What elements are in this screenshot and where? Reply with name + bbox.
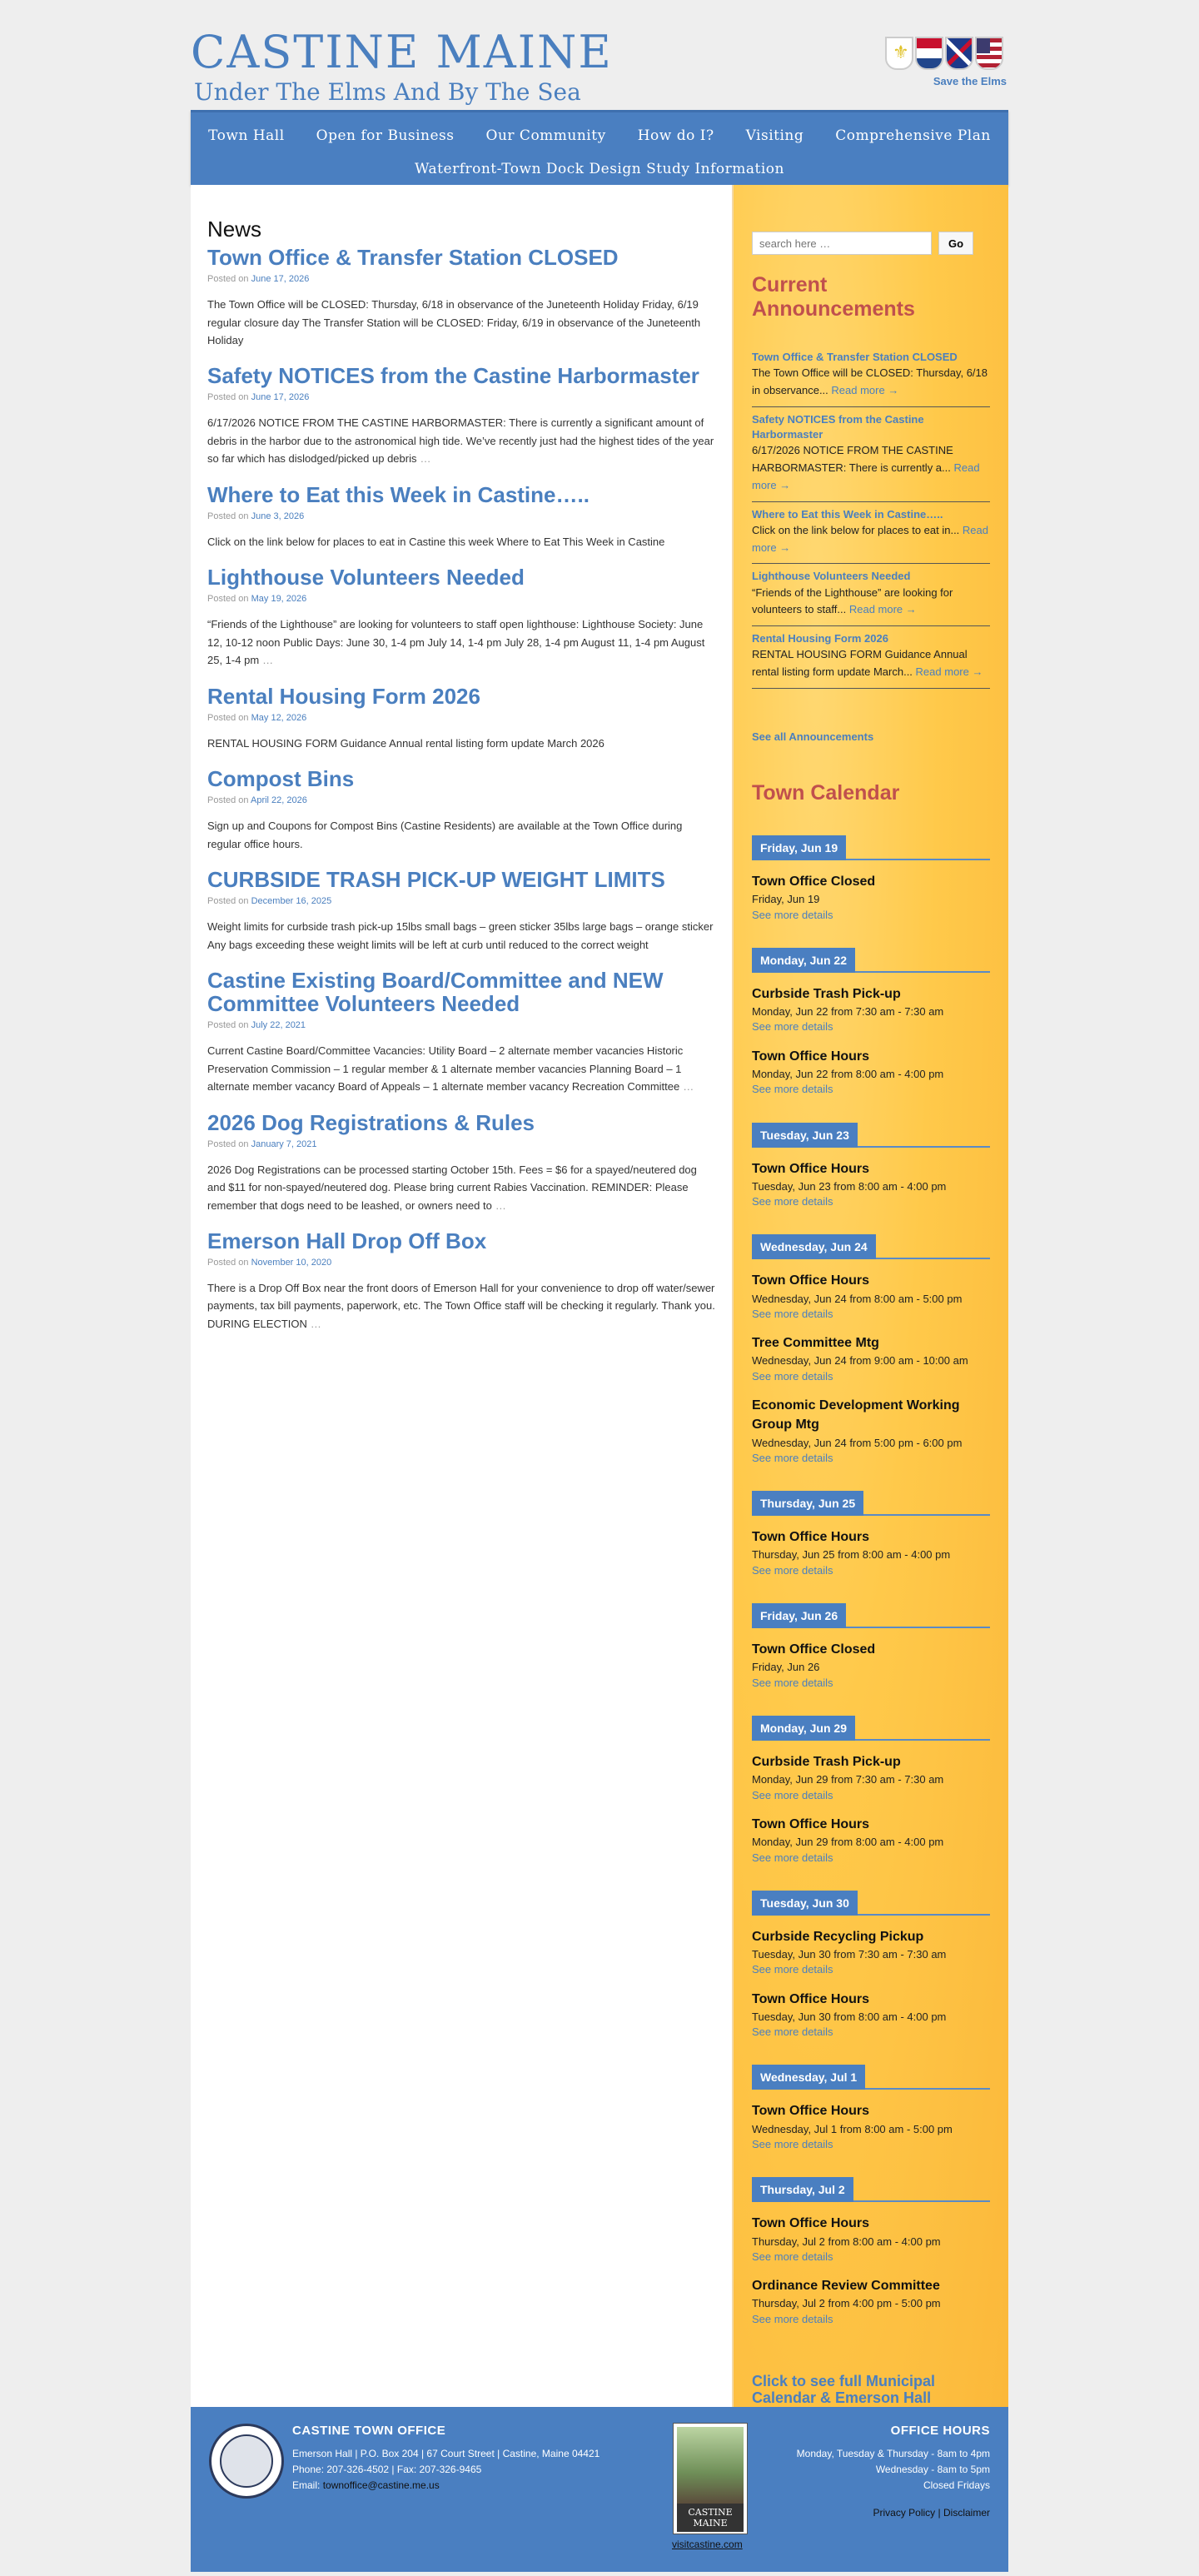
footer-hours-title: OFFICE HOURS [890,2424,990,2438]
announcement-item [752,502,990,565]
see-all-announcements-link[interactable]: See all Announcements [752,730,874,743]
site-title[interactable]: CASTINE MAINE [191,26,613,78]
flags [885,37,1003,70]
site-header [191,0,1008,110]
event-time: Tuesday, Jun 30 from 7:30 am - 7:30 am [752,1947,947,1961]
search-form [752,232,990,255]
post-title-link[interactable]: 2026 Dog Registrations & Rules [207,1109,535,1135]
news-heading: News [207,217,262,242]
nav-town-hall[interactable]: Town Hall [208,127,285,144]
post-excerpt [207,918,715,954]
see-more-details-link[interactable]: See more details [752,2025,833,2039]
town-seal-icon [209,2424,284,2499]
post-excerpt [207,615,715,669]
fleur-de-lis-flag-icon [885,37,913,70]
sidebar [732,185,1008,2407]
event-title: Town Office Closed [752,1642,876,1657]
footer-links [873,2507,990,2519]
event-title: Town Office Hours [752,1530,870,1545]
posted-on-label: Posted on [207,795,249,806]
announcement-item [752,626,990,689]
nav-our-community[interactable]: Our Community [485,127,606,144]
calendar-day-bar [752,1891,990,1916]
news-post [207,566,715,669]
calendar-event [752,1815,990,1866]
see-more-details-link[interactable]: See more details [752,2138,833,2151]
event-title: Town Office Hours [752,1273,870,1288]
post-meta [207,392,715,402]
post-excerpt [207,296,715,349]
privacy-policy-link[interactable]: Privacy Policy [873,2507,936,2519]
post-meta [207,1258,715,1268]
calendar-day-label: Thursday, Jul 2 [752,2177,853,2202]
calendar-heading: Town Calendar [752,780,900,805]
main-nav [191,110,1008,185]
calendar-event [752,2276,990,2327]
calendar-event [752,1752,990,1803]
see-more-details-link[interactable]: See more details [752,908,833,921]
posted-on-label: Posted on [207,1139,249,1149]
post-meta [207,1139,715,1149]
announcement-item [752,345,990,407]
post-more-link[interactable]: … [310,1317,321,1330]
calendar-day [752,1603,990,1691]
post-excerpt-text: “Friends of the Lighthouse” are looking for volunteers to staff open lighthouse: Lighthouse Society: June 12, 10-12 noon Public Days: June 30, 1-4 pm July 14, 1-4 pm July 28, 1-4 pm August 11, 1-4 pm August 25, 1-4 pm [207,618,705,667]
post-date-link[interactable]: May 12, 2026 [251,712,307,723]
post-more-link[interactable]: … [420,452,431,466]
event-time: Monday, Jun 29 from 7:30 am - 7:30 am [752,1773,944,1786]
see-more-details-link[interactable]: See more details [752,1195,833,1208]
calendar-day-label: Friday, Jun 19 [752,835,846,860]
announcement-text [752,442,990,494]
event-title: Town Office Hours [752,1991,870,2006]
calendar-day-bar [752,1491,990,1516]
post-excerpt [207,1279,715,1333]
full-calendar-link[interactable]: Click to see full Municipal Calendar & Emerson Hall [752,2373,936,2406]
calendar-event [752,1159,990,1210]
news-post [207,364,715,467]
posted-on-label: Posted on [207,712,249,723]
nav-visiting[interactable]: Visiting [745,127,804,144]
calendar-day-bar [752,2065,990,2090]
nav-waterfront-study[interactable]: Waterfront-Town Dock Design Study Information [415,161,784,177]
announcement-excerpt: 6/17/2026 NOTICE FROM THE CASTINE HARBORMASTER: There is currently a... [752,444,953,474]
calendar-day-label: Monday, Jun 22 [752,948,855,973]
post-excerpt-text: Click on the link below for places to eat in Castine this week Where to Eat This Week in Castine [207,535,665,548]
footer-email-line [292,2478,600,2494]
site-tagline: Under The Elms And By The Sea [194,78,581,106]
event-title: Tree Committee Mtg [752,1336,879,1351]
footer-phone: Phone: 207-326-4502 | Fax: 207-326-9465 [292,2464,482,2476]
british-flag-icon [945,37,973,70]
event-time: Thursday, Jul 2 from 8:00 am - 4:00 pm [752,2235,941,2248]
footer-email-link[interactable]: townoffice@castine.me.us [322,2479,440,2492]
see-more-details-link[interactable]: See more details [752,1020,833,1034]
announcement-text [752,522,990,557]
announcement-list [752,345,990,689]
announcement-excerpt: RENTAL HOUSING FORM Guidance Annual rental listing form update March... [752,648,968,679]
calendar-event [752,1047,990,1098]
footer-separator: | [938,2507,941,2519]
post-more-link[interactable]: … [495,1198,506,1212]
calendar-day-label: Monday, Jun 29 [752,1716,855,1741]
see-more-details-link[interactable]: See more details [752,1563,833,1577]
calendar-event [752,2214,990,2265]
post-date-link[interactable]: June 3, 2026 [251,511,305,521]
news-column [191,185,732,2407]
post-meta [207,594,715,604]
event-time: Monday, Jun 29 from 8:00 am - 4:00 pm [752,1836,944,1849]
calendar-event [752,1271,990,1322]
announcement-title-link[interactable]: Rental Housing Form 2026 [752,632,888,645]
event-title: Curbside Trash Pick-up [752,1754,901,1769]
announcement-title-link[interactable]: Lighthouse Volunteers Needed [752,570,911,583]
announcement-excerpt: “Friends of the Lighthouse” are looking for volunteers to staff... [752,585,953,616]
calendar-day [752,1891,990,2040]
footer-hours-line: Closed Fridays [923,2479,990,2492]
post-title-link[interactable]: CURBSIDE TRASH PICK-UP WEIGHT LIMITS [207,867,665,893]
post-date-link[interactable]: November 10, 2020 [251,1258,332,1268]
calendar-day-bar [752,1123,990,1148]
post-excerpt-text: Weight limits for curbside trash pick-up 15lbs small bags – green sticker 35lbs large bags – orange sticker Any bags exceeding these weight limits will be left at curb until reduced to the correct weight [207,920,714,951]
search-button[interactable]: Go [938,232,973,255]
footer-hours-line: Wednesday - 8am to 5pm [875,2464,990,2476]
calendar-day-label: Tuesday, Jun 23 [752,1123,858,1148]
announcement-text [752,365,990,400]
post-meta [207,795,715,805]
announcement-title-link[interactable]: Town Office & Transfer Station CLOSED [752,351,958,363]
see-more-details-link[interactable]: See more details [752,1963,833,1976]
calendar-day [752,2065,990,2152]
event-title: Curbside Recycling Pickup [752,1929,924,1944]
posted-on-label: Posted on [207,594,249,605]
read-more-link[interactable]: Read more → [752,523,988,554]
post-excerpt [207,735,715,752]
site-footer [191,2407,1008,2572]
posted-on-label: Posted on [207,392,249,403]
disclaimer-link[interactable]: Disclaimer [943,2507,990,2519]
calendar-event [752,872,990,923]
footer-hours-line: Monday, Tuesday & Thursday - 8am to 4pm [796,2448,990,2459]
calendar-day [752,948,990,1098]
calendar-event [752,2101,990,2152]
see-more-details-link[interactable]: See more details [752,1308,833,1321]
see-more-details-link[interactable]: See more details [752,1851,833,1864]
post-title-link[interactable]: Rental Housing Form 2026 [207,683,480,709]
announcement-item [752,407,990,502]
post-excerpt [207,1161,715,1214]
post-meta [207,274,715,284]
announcement-excerpt: The Town Office will be CLOSED: Thursday, 6/18 in observance... [752,366,988,396]
post-title-link[interactable]: Castine Existing Board/Committee and NEW Committee Volunteers Needed [207,968,664,1017]
event-title: Town Office Hours [752,1049,870,1064]
posted-on-label: Posted on [207,511,249,521]
post-date-link[interactable]: July 22, 2021 [251,1020,306,1031]
nav-comprehensive-plan[interactable]: Comprehensive Plan [835,127,991,144]
calendar-day [752,2177,990,2327]
calendar-day-bar [752,2177,990,2202]
post-title-link[interactable]: Safety NOTICES from the Castine Harbormaster [207,363,699,389]
calendar-day-label: Wednesday, Jul 1 [752,2065,865,2090]
calendar-event [752,1333,990,1384]
post-date-link[interactable]: June 17, 2026 [251,392,310,403]
see-more-details-link[interactable]: See more details [752,2250,833,2264]
save-the-elms-link[interactable]: Save the Elms [933,75,1007,87]
see-more-details-link[interactable]: See more details [752,1452,833,1465]
nav-row-primary [191,119,1008,152]
castine-tree-image [677,2427,744,2504]
news-post [207,1229,715,1333]
calendar-day [752,1234,990,1466]
calendar-day-label: Wednesday, Jun 24 [752,1234,876,1259]
news-post [207,1111,715,1214]
content-area [191,185,1008,2407]
us-flag-icon [975,37,1003,70]
post-meta [207,1020,715,1030]
footer-office-title: CASTINE TOWN OFFICE [292,2424,446,2438]
calendar-event [752,1927,990,1978]
event-title: Curbside Trash Pick-up [752,986,901,1001]
calendar-day [752,1716,990,1866]
posted-on-label: Posted on [207,896,249,907]
nav-open-for-business[interactable]: Open for Business [316,127,455,144]
calendar-day-bar [752,1716,990,1741]
visit-castine-logo[interactable] [674,2424,747,2534]
calendar-day-bar [752,1603,990,1628]
news-post [207,483,715,551]
calendar-day-bar [752,1234,990,1259]
calendar-day [752,1491,990,1578]
post-excerpt [207,1042,715,1095]
post-excerpt-text: The Town Office will be CLOSED: Thursday, 6/18 in observance of the Juneteenth Holiday Friday, 6/19 regular closure day The Transfer Station will be CLOSED: Friday, 6/19 in observance of the Juneteenth Holiday [207,298,701,346]
announcement-excerpt: Click on the link below for places to eat in... [752,523,960,536]
event-time: Monday, Jun 22 from 8:00 am - 4:00 pm [752,1067,944,1080]
post-title-link[interactable]: Town Office & Transfer Station CLOSED [207,245,619,270]
post-title-link[interactable]: Emerson Hall Drop Off Box [207,1228,487,1253]
read-more-link[interactable]: Read more → [848,603,917,616]
post-excerpt-text: Current Castine Board/Committee Vacancies: Utility Board – 2 alternate member vacancies Historic Preservation Commission – 1 regular member & 1 alternate member vacancies Planning Board – 1 alternate member vacancy Board of Appeals – 1 alternate member vacancy Recreation Committee [207,1044,684,1094]
search-input[interactable] [752,232,932,255]
event-title: Town Office Hours [752,1816,870,1831]
calendar-day-bar [752,835,990,860]
post-meta [207,511,715,521]
post-excerpt-text: Sign up and Coupons for Compost Bins (Castine Residents) are available at the Town Office during regular office hours. [207,820,683,850]
post-date-link[interactable]: January 7, 2021 [251,1139,317,1149]
post-more-link[interactable]: … [683,1080,694,1094]
event-time: Wednesday, Jun 24 from 5:00 pm - 6:00 pm [752,1436,963,1449]
post-excerpt [207,414,715,467]
calendar-event [752,1396,990,1466]
event-title: Town Office Closed [752,874,876,889]
event-time: Friday, Jun 26 [752,1661,820,1674]
event-time: Tuesday, Jun 23 from 8:00 am - 4:00 pm [752,1179,947,1193]
footer-email-label: Email: [292,2479,321,2492]
post-excerpt [207,817,715,853]
post-excerpt-text: 2026 Dog Registrations can be processed starting October 15th. Fees = $6 for a spayed/neutered dog and $11 for non-spayed/neutered dog. Please bring current Rabies Vaccination. REMINDER: Please remember that dogs need to be leashed, or owners need to [207,1163,697,1212]
post-more-link[interactable]: … [262,654,274,667]
post-date-link[interactable]: April 22, 2026 [251,795,307,806]
dutch-flag-icon [915,37,943,70]
see-more-details-link[interactable]: See more details [752,1788,833,1801]
announcement-text [752,585,990,620]
post-meta [207,896,715,906]
event-title: Town Office Hours [752,1161,870,1176]
event-time: Thursday, Jul 2 from 4:00 pm - 5:00 pm [752,2297,941,2310]
post-date-link[interactable]: June 17, 2026 [251,274,310,285]
announcements-heading: Current Announcements [752,273,915,321]
post-title-link[interactable]: Where to Eat this Week in Castine….. [207,481,590,507]
see-more-details-link[interactable]: See more details [752,1083,833,1096]
post-excerpt-text: 6/17/2026 NOTICE FROM THE CASTINE HARBORMASTER: There is currently a significant amount of debris in the harbor due to the astronomical high tide. We’ve recently just had the highest tides of the year so far which has dislodged/picked up debris [207,416,714,466]
post-date-link[interactable]: May 19, 2026 [251,594,307,605]
visit-castine-link[interactable]: visitcastine.com [672,2539,743,2550]
event-time: Tuesday, Jun 30 from 8:00 am - 4:00 pm [752,2010,947,2023]
calendar-event [752,1640,990,1691]
news-post [207,685,715,753]
footer-address: Emerson Hall | P.O. Box 204 | 67 Court Street | Castine, Maine 04421 [292,2448,600,2459]
see-more-details-link[interactable]: See more details [752,1676,833,1689]
announcement-item [752,564,990,626]
event-title: Town Office Hours [752,2216,870,2231]
post-list [207,246,715,1333]
event-title: Ordinance Review Committee [752,2279,940,2294]
calendar-day-bar [752,948,990,973]
read-more-link[interactable]: Read more → [831,383,899,396]
event-time: Wednesday, Jun 24 from 9:00 am - 10:00 am [752,1354,968,1368]
posted-on-label: Posted on [207,274,249,285]
post-excerpt [207,533,715,551]
calendar-day [752,835,990,923]
post-excerpt-text: There is a Drop Off Box near the front doors of Emerson Hall for your convenience to drop off water/sewer payments, tax bill payments, paperwork, etc. The Town Office staff will be checking it regularly. Thank you. DURING ELECTION [207,1282,715,1330]
footer-contact [292,2424,600,2494]
footer-hours [797,2424,990,2494]
announcement-title-link[interactable]: Safety NOTICES from the Castine Harbormaster [752,412,924,441]
news-post [207,767,715,853]
logo-text: CASTINE MAINE [677,2504,744,2532]
post-title-link[interactable]: Lighthouse Volunteers Needed [207,565,525,590]
event-time: Friday, Jun 19 [752,893,820,906]
read-more-link[interactable]: Read more → [915,665,983,679]
event-time: Wednesday, Jun 24 from 8:00 am - 5:00 pm [752,1292,963,1305]
post-date-link[interactable]: December 16, 2025 [251,896,332,907]
event-time: Thursday, Jun 25 from 8:00 am - 4:00 pm [752,1548,951,1562]
posted-on-label: Posted on [207,1258,249,1268]
nav-how-do-i[interactable]: How do I? [637,127,714,144]
event-title: Economic Development Working Group Mtg [752,1398,960,1432]
calendar-day-label: Tuesday, Jun 30 [752,1891,858,1916]
announcement-title-link[interactable]: Where to Eat this Week in Castine….. [752,507,943,521]
calendar-event [752,1527,990,1578]
calendar-event [752,1990,990,2040]
calendar-day-label: Thursday, Jun 25 [752,1491,863,1516]
read-more-link[interactable]: Read more → [752,461,980,491]
event-time: Wednesday, Jul 1 from 8:00 am - 5:00 pm [752,2122,953,2135]
news-post [207,969,715,1095]
post-excerpt-text: RENTAL HOUSING FORM Guidance Annual rental listing form update March 2026 [207,736,604,750]
news-post [207,246,715,349]
see-more-details-link[interactable]: See more details [752,2312,833,2325]
posted-on-label: Posted on [207,1020,249,1031]
announcement-text [752,646,990,681]
see-more-details-link[interactable]: See more details [752,1369,833,1383]
post-title-link[interactable]: Compost Bins [207,766,355,792]
calendar-day [752,1123,990,1210]
calendar-day-label: Friday, Jun 26 [752,1603,846,1628]
calendar-event [752,984,990,1035]
event-title: Town Office Hours [752,2104,870,2119]
event-time: Monday, Jun 22 from 7:30 am - 7:30 am [752,1004,944,1018]
news-post [207,868,715,954]
nav-row-secondary [191,152,1008,186]
calendar-list [752,835,990,2327]
post-meta [207,713,715,723]
